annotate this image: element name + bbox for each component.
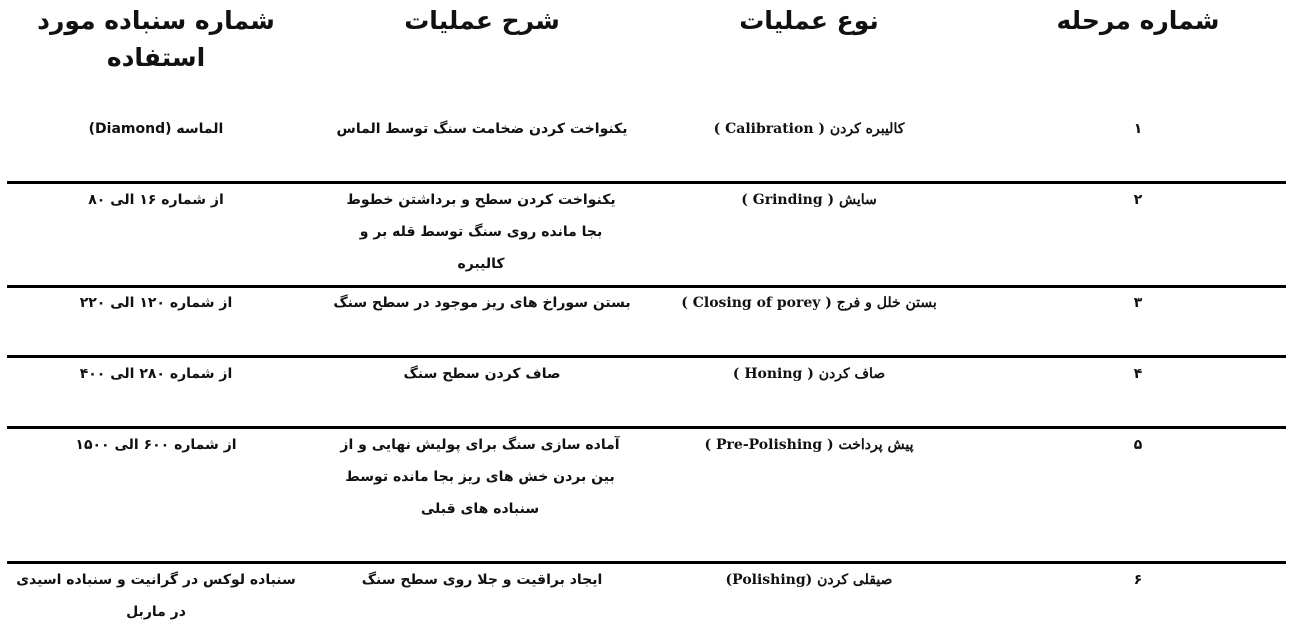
row-4-type: صاف کردن ( Honing )	[732, 366, 886, 382]
row-6-type: صیقلی کردن (Polishing)	[725, 572, 893, 588]
row-5-step: ۵	[1133, 437, 1143, 453]
header-step-number: شماره مرحله	[1056, 6, 1220, 35]
header-operation-description: شرح عملیات	[404, 6, 560, 35]
row-6-description: ایجاد براقیت و جلا روی سطح سنگ	[361, 572, 603, 588]
header-operation-type: نوع عملیات	[739, 6, 879, 35]
row-1-description: یکنواخت کردن ضخامت سنگ توسط الماس	[336, 121, 628, 137]
row-1-type: کالیبره کردن ( Calibration )	[713, 121, 905, 137]
row-2-sandpaper: از شماره ۱۶ الی ۸۰	[88, 192, 224, 208]
row-3-type: بستن خلل و فرج ( Closing of porey )	[681, 295, 937, 311]
row-4-description: صاف کردن سطح سنگ	[403, 366, 561, 382]
row-3-step: ۳	[1133, 295, 1143, 311]
row-5-description: آماده سازی سنگ برای پولیش نهایی و از بین بردن خش های ریز بجا مانده توسط سنباده های قبلی	[340, 437, 620, 517]
row-5-sandpaper: از شماره ۶۰۰ الی ۱۵۰۰	[75, 437, 237, 453]
row-2-description: یکنواخت کردن سطح و برداشتن خطوط بجا مانده روی سنگ توسط قله بر و کالیبره	[346, 192, 616, 272]
row-6-step: ۶	[1133, 572, 1143, 588]
row-3-sandpaper: از شماره ۱۲۰ الی ۲۲۰	[79, 295, 233, 311]
row-5-type: پیش پرداخت ( Pre-Polishing )	[704, 437, 914, 453]
row-4-sandpaper: از شماره ۲۸۰ الی ۴۰۰	[79, 366, 233, 382]
row-6-sandpaper: سنباده لوکس در گرانیت و سنباده اسیدی در ماربل	[16, 572, 296, 620]
row-2-step: ۲	[1133, 192, 1143, 208]
row-2-type: سایش ( Grinding )	[741, 192, 877, 208]
row-3-description: بستن سوراخ های ریز موجود در سطح سنگ	[333, 295, 631, 311]
row-4-step: ۴	[1133, 366, 1143, 382]
row-1-sandpaper: الماسه (Diamond)	[88, 121, 224, 137]
row-1-step: ۱	[1133, 121, 1143, 137]
header-sandpaper-number: شماره سنباده مورد استفاده	[37, 6, 275, 72]
